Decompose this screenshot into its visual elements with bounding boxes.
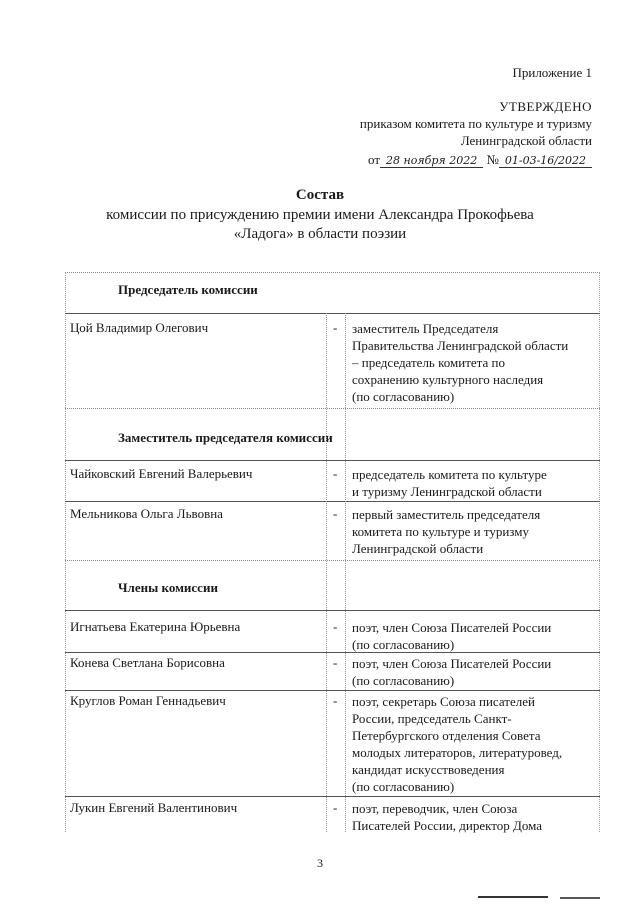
order-line-2: Ленинградской области (460, 133, 592, 148)
dash-separator: - (333, 506, 338, 521)
handwritten-date: 28 ноября 2022 (380, 154, 483, 168)
section-deputy: Заместитель председателя комиссии (118, 430, 333, 445)
title-line-2: «Ладога» в области поэзии (233, 226, 407, 242)
member-name: Цой Владимир Олегович (70, 320, 209, 335)
row-divider (65, 610, 600, 611)
member-name: Чайковский Евгений Валерьевич (70, 466, 253, 481)
row-divider (65, 796, 600, 797)
handwritten-number: 01-03-16/2022 (499, 154, 592, 168)
page-number: 3 (317, 856, 323, 870)
member-role: поэт, переводчик, член Союза Писателей России, директор Дома (352, 801, 543, 833)
member-name: Круглов Роман Геннадьевич (70, 693, 226, 708)
scan-artifact (478, 896, 548, 898)
section-members: Члены комиссии (118, 580, 218, 595)
member-role: заместитель Председателя Правительства Ленинградской области – председатель комитета по сохранению культурного наследия (по согласованию) (352, 321, 569, 404)
order-date-line (368, 151, 592, 169)
dash-separator: - (333, 655, 338, 670)
dash-separator: - (333, 619, 338, 634)
member-role: председатель комитета по культуре и туризму Ленинградской области (352, 467, 547, 499)
title-line-1: комиссии по присуждению премии имени Александра Прокофьева (106, 207, 534, 223)
column-divider-left (326, 313, 327, 832)
row-divider (65, 408, 600, 409)
document-heading: Состав (295, 187, 345, 203)
dash-separator: - (333, 320, 338, 335)
date-prefix: от (368, 152, 381, 167)
approved-label: УТВЕРЖДЕНО (499, 99, 592, 114)
dash-separator: - (333, 693, 338, 708)
number-prefix: № (486, 152, 499, 167)
member-role: поэт, секретарь Союза писателей России, председатель Санкт- Петербургского отделения Совета молодых литераторов, литературовед, кандидат искусствоведения (по согласованию) (352, 694, 563, 794)
dash-separator: - (333, 800, 338, 815)
member-role: поэт, член Союза Писателей России (по согласованию) (352, 620, 552, 652)
member-role: первый заместитель председателя комитета по культуре и туризму Ленинградской области (352, 507, 541, 556)
member-name: Конева Светлана Борисовна (70, 655, 225, 670)
table-left-border (65, 272, 66, 832)
scan-artifact (560, 897, 600, 899)
row-divider (65, 501, 600, 502)
section-chairman: Председатель комиссии (118, 282, 258, 297)
appendix-label: Приложение 1 (512, 65, 592, 80)
dash-separator: - (333, 466, 338, 481)
order-line-1: приказом комитета по культуре и туризму (359, 116, 592, 131)
member-name: Мельникова Ольга Львовна (70, 506, 223, 521)
column-divider-right (345, 313, 346, 832)
row-divider (65, 460, 600, 461)
row-divider (65, 560, 600, 561)
row-divider (65, 313, 600, 314)
member-name: Игнатьева Екатерина Юрьевна (70, 619, 241, 634)
member-role: поэт, член Союза Писателей России (по согласованию) (352, 656, 552, 688)
member-name: Лукин Евгений Валентинович (70, 800, 238, 815)
table-top-border (65, 272, 600, 273)
row-divider (65, 690, 600, 691)
row-divider (65, 652, 600, 653)
